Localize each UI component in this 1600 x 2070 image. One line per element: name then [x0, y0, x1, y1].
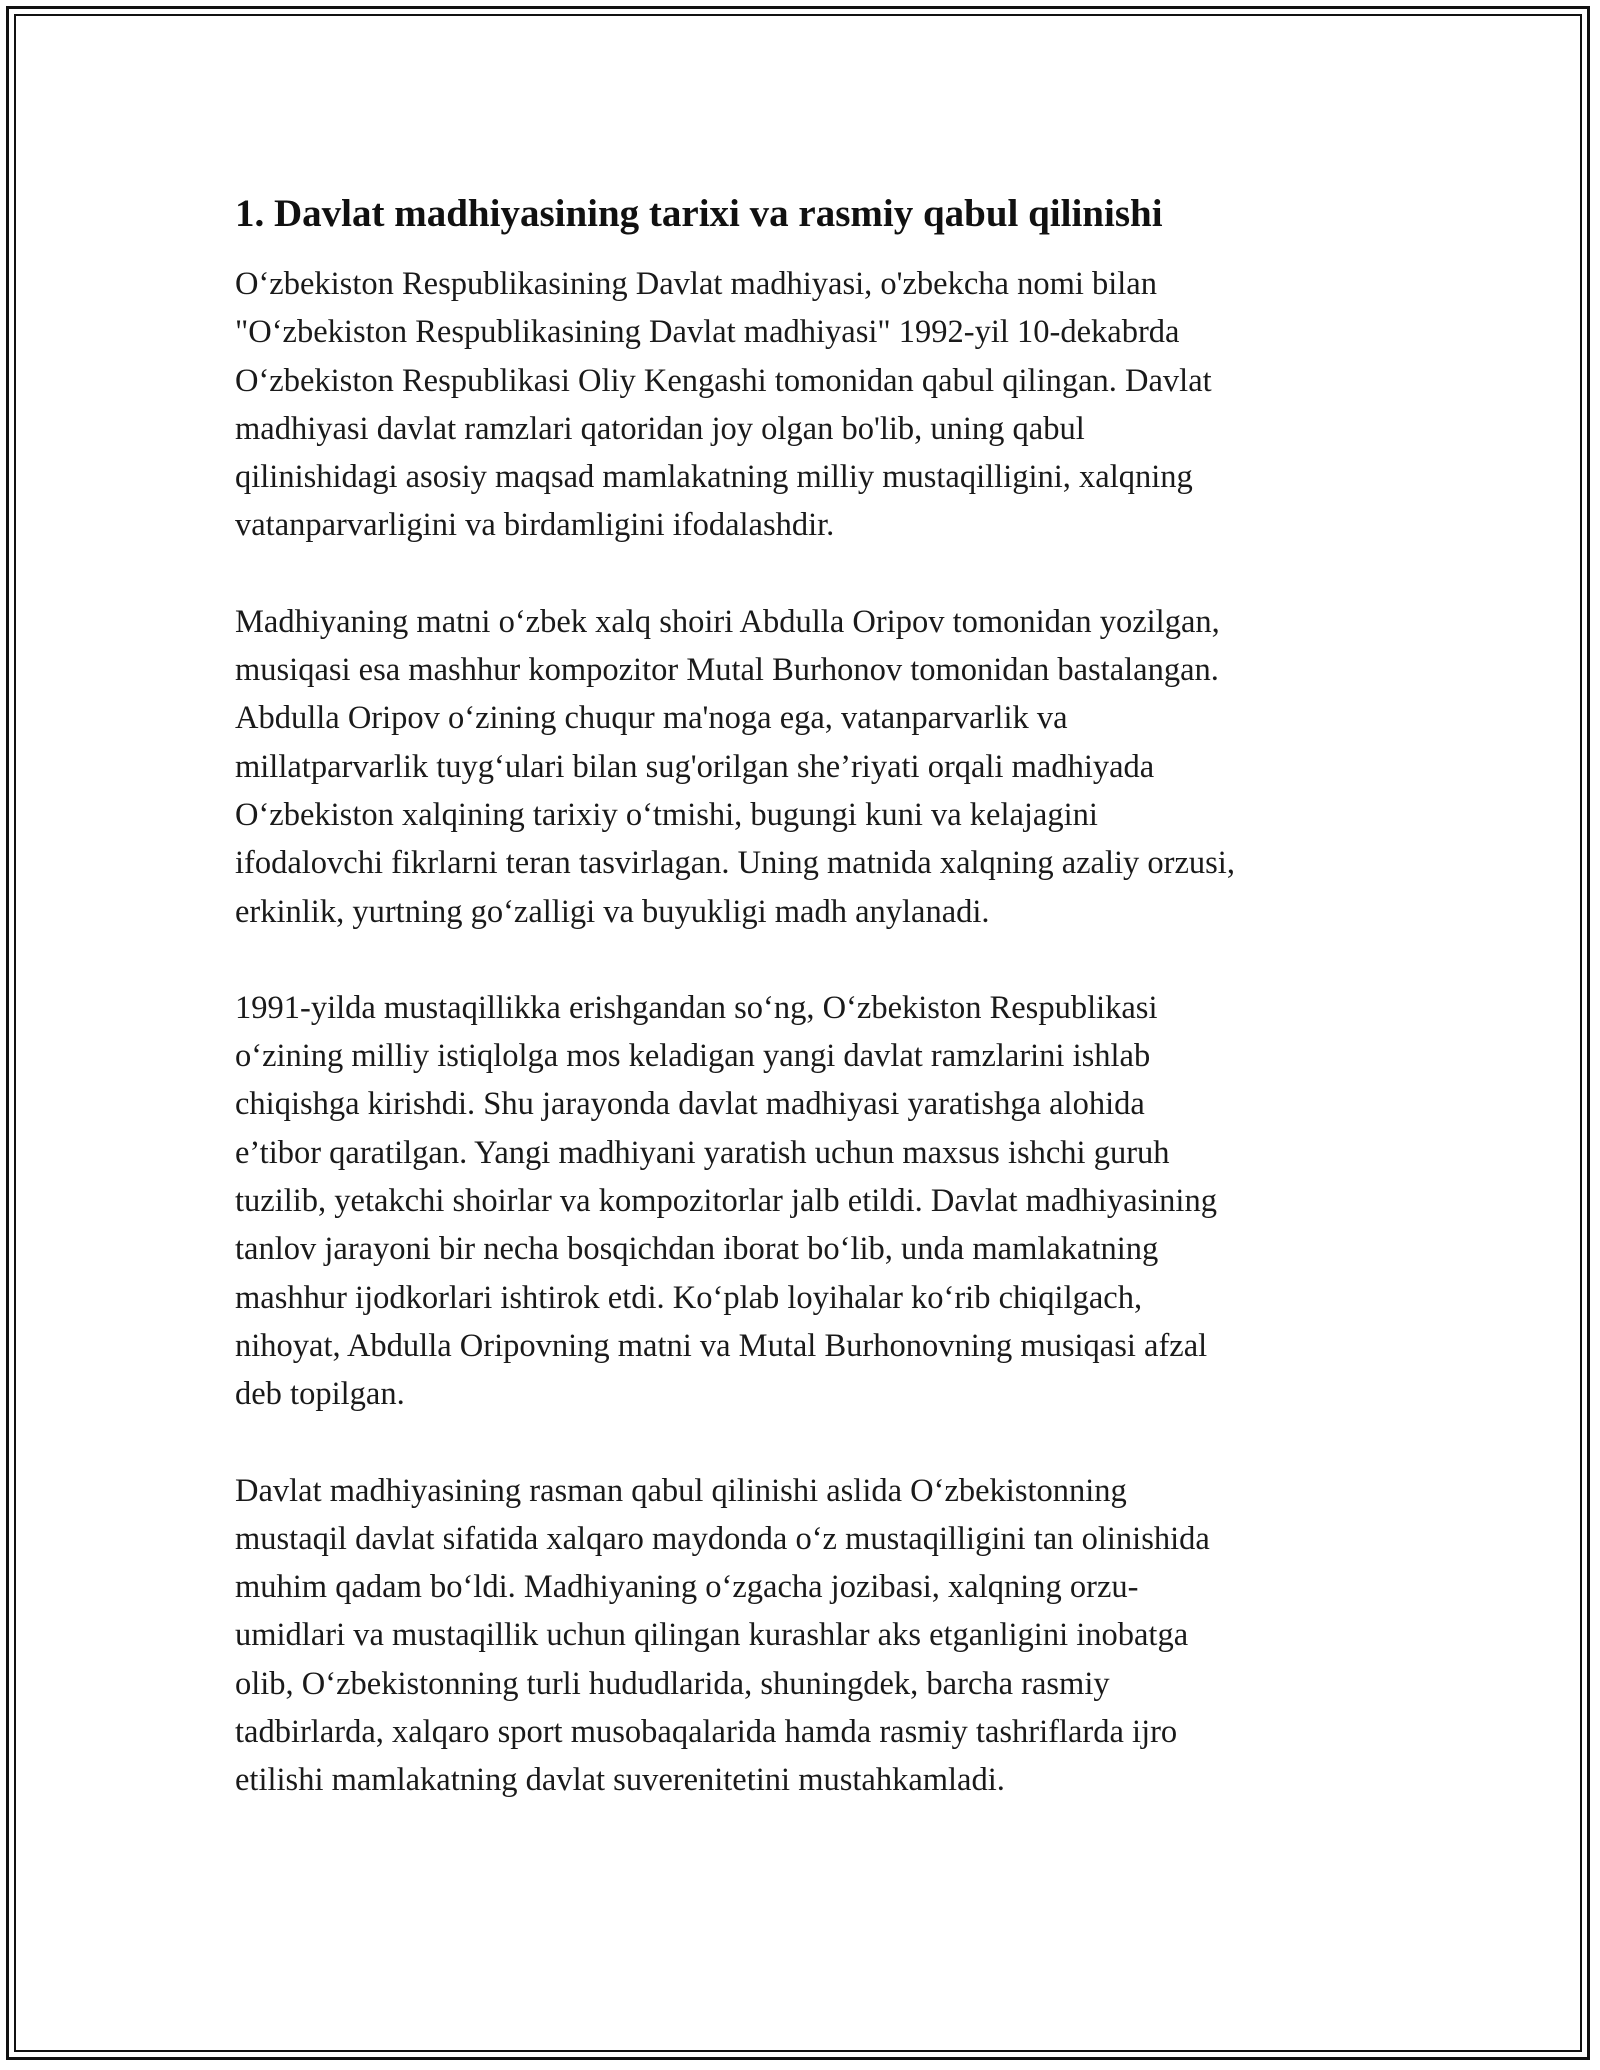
body-paragraph: [235, 598, 1375, 936]
body-paragraph: [235, 1467, 1375, 1805]
paragraph-line: tadbirlarda, xalqaro sport musobaqalarida hamda rasmiy tashriflarda ijro: [235, 1714, 1178, 1751]
paragraph-line: nihoyat, Abdulla Oripovning matni va Mutal Burhonovning musiqasi afzal: [235, 1327, 1208, 1364]
paragraph-line: O‘zbekiston xalqining tarixiy o‘tmishi, bugungi kuni va kelajagini: [235, 796, 1098, 833]
paragraph-line: chiqishga kirishdi. Shu jarayonda davlat madhiyasi yaratishga alohida: [235, 1086, 1145, 1123]
paragraph-line: deb topilgan.: [235, 1376, 405, 1413]
paragraph-line: Davlat madhiyasining rasman qabul qilinishi aslida O‘zbekistonning: [235, 1472, 1127, 1509]
paragraph-line: millatparvarlik tuyg‘ulari bilan sug'orilgan she’riyati orqali madhiyada: [235, 748, 1155, 785]
paragraph-line: vatanparvarligini va birdamligini ifodalashdir.: [235, 507, 835, 544]
paragraph-line: Madhiyaning matni o‘zbek xalq shoiri Abdulla Oripov tomonidan yozilgan,: [235, 603, 1220, 640]
paragraph-line: 1991-yilda mustaqillikka erishgandan so‘ng, O‘zbekiston Respublikasi: [235, 989, 1158, 1026]
paragraph-line: olib, O‘zbekistonning turli hududlarida, shuningdek, barcha rasmiy: [235, 1665, 1110, 1702]
paragraph-line: e’tibor qaratilgan. Yangi madhiyani yaratish uchun maxsus ishchi guruh: [235, 1134, 1170, 1171]
paragraph-line: O‘zbekiston Respublikasining Davlat madhiyasi, o'zbekcha nomi bilan: [235, 266, 1157, 302]
paragraph-line: Abdulla Oripov o‘zining chuqur ma'noga ega, vatanparvarlik va: [235, 700, 1068, 737]
paragraph-line: madhiyasi davlat ramzlari qatoridan joy olgan bo'lib, uning qabul: [235, 410, 1085, 447]
body-paragraph: [235, 984, 1375, 1419]
paragraph-line: tanlov jarayoni bir necha bosqichdan iborat bo‘lib, unda mamlakatning: [235, 1231, 1159, 1268]
paragraph-line: musiqasi esa mashhur kompozitor Mutal Burhonov tomonidan bastalangan.: [235, 652, 1219, 689]
paragraph-line: O‘zbekiston Respublikasi Oliy Kengashi tomonidan qabul qilingan. Davlat: [235, 362, 1212, 399]
paragraph-line: etilishi mamlakatning davlat suverenitetini mustahkamladi.: [235, 1762, 1005, 1799]
paragraph-line: tuzilib, yetakchi shoirlar va kompozitorlar jalb etildi. Davlat madhiyasining: [235, 1183, 1217, 1220]
paragraph-line: umidlari va mustaqillik uchun qilingan kurashlar aks etganligini inobatga: [235, 1617, 1189, 1654]
paragraphs-container: [235, 260, 1375, 1805]
paragraph-line: muhim qadam bo‘ldi. Madhiyaning o‘zgacha jozibasi, xalqning orzu-: [235, 1569, 1139, 1606]
paragraph-line: mustaqil davlat sifatida xalqaro maydonda o‘z mustaqilligini tan olinishida: [235, 1520, 1210, 1557]
paragraph-line: qilinishidagi asosiy maqsad mamlakatning milliy mustaqilligini, xalqning: [235, 459, 1193, 496]
paragraph-line: mashhur ijodkorlari ishtirok etdi. Ko‘plab loyihalar ko‘rib chiqilgach,: [235, 1279, 1143, 1316]
body-paragraph: [235, 260, 1375, 550]
paragraph-line: erkinlik, yurtning go‘zalligi va buyukligi madh anylanadi.: [235, 893, 990, 930]
paragraph-line: ifodalovchi fikrlarni teran tasvirlagan. Uning matnida xalqning azaliy orzusi,: [235, 845, 1235, 882]
paragraph-line: o‘zining milliy istiqlolga mos keladigan yangi davlat ramzlarini ishlab: [235, 1038, 1151, 1075]
paragraph-line: "O‘zbekiston Respublikasining Davlat madhiyasi" 1992-yil 10-dekabrda: [235, 314, 1180, 351]
document-body: [235, 188, 1375, 1805]
section-heading: 1. Davlat madhiyasining tarixi va rasmiy qabul qilinishi: [235, 192, 1163, 235]
